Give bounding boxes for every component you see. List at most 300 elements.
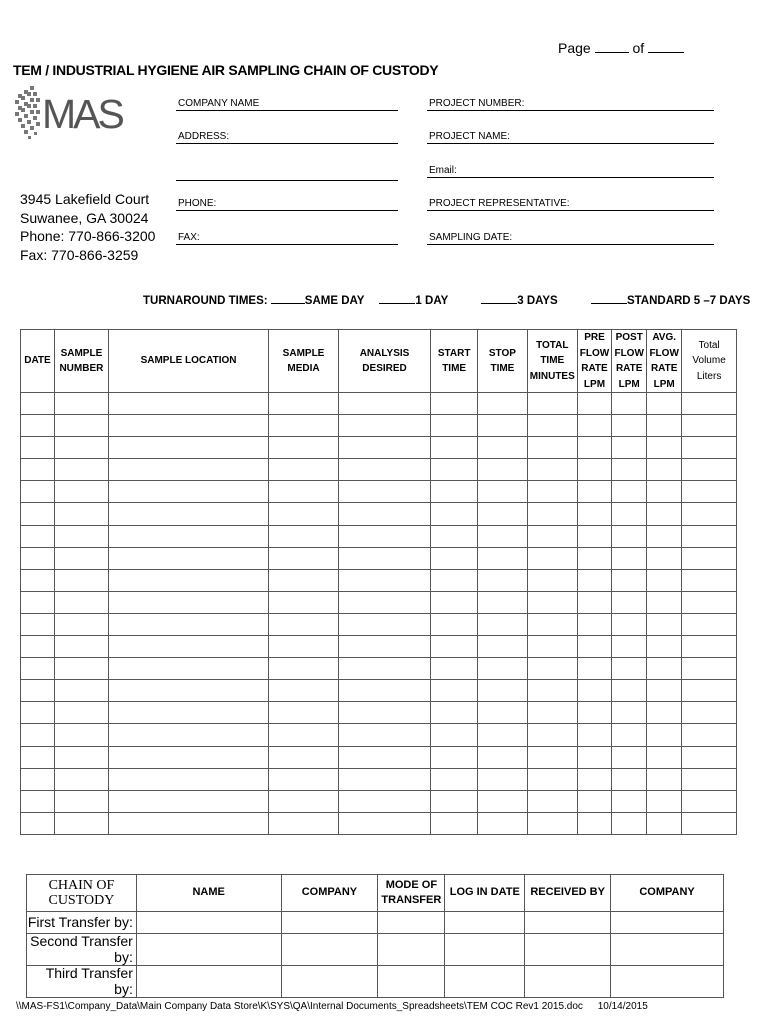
sample-cell[interactable] [647, 481, 682, 503]
sample-cell[interactable] [338, 569, 430, 591]
sample-cell[interactable] [431, 702, 478, 724]
sample-cell[interactable] [647, 746, 682, 768]
sample-cell[interactable] [108, 415, 268, 437]
coc-cell[interactable] [281, 966, 378, 998]
sample-cell[interactable] [612, 724, 647, 746]
sample-cell[interactable] [612, 680, 647, 702]
sample-cell[interactable] [478, 569, 528, 591]
sample-cell[interactable] [54, 746, 108, 768]
sample-cell[interactable] [682, 746, 737, 768]
sample-cell[interactable] [108, 569, 268, 591]
sample-cell[interactable] [682, 812, 737, 834]
sample-row [21, 746, 737, 768]
sample-cell[interactable] [577, 724, 611, 746]
sample-cell[interactable] [647, 812, 682, 834]
phone-field[interactable] [176, 198, 398, 211]
page-number-blank[interactable] [595, 41, 629, 53]
sample-cell[interactable] [431, 459, 478, 481]
sample-cell[interactable] [478, 636, 528, 658]
sample-cell[interactable] [54, 812, 108, 834]
project-representative-field[interactable] [427, 198, 714, 211]
sample-row [21, 415, 737, 437]
sample-cell[interactable] [431, 658, 478, 680]
sample-cell[interactable] [577, 437, 611, 459]
sample-cell[interactable] [647, 658, 682, 680]
sample-cell[interactable] [108, 746, 268, 768]
sample-cell[interactable] [54, 591, 108, 613]
sample-cell[interactable] [21, 415, 55, 437]
lab-fax: Fax: 770-866-3259 [20, 246, 139, 263]
sample-cell[interactable] [54, 525, 108, 547]
page-total-blank[interactable] [648, 41, 684, 53]
sample-cell[interactable] [108, 658, 268, 680]
sample-cell[interactable] [527, 503, 577, 525]
sample-cell[interactable] [21, 591, 55, 613]
transfer-label: First Transfer by: [27, 912, 137, 934]
sample-cell[interactable] [682, 481, 737, 503]
sample-cell[interactable] [577, 459, 611, 481]
sample-col-header: SAMPLE NUMBER [54, 330, 108, 393]
sample-cell[interactable] [478, 768, 528, 790]
sample-cell[interactable] [431, 680, 478, 702]
coc-cell[interactable] [525, 966, 611, 998]
sample-cell[interactable] [338, 790, 430, 812]
sample-cell[interactable] [647, 569, 682, 591]
sample-cell[interactable] [527, 393, 577, 415]
sample-cell[interactable] [647, 459, 682, 481]
sample-cell[interactable] [682, 636, 737, 658]
sample-cell[interactable] [527, 790, 577, 812]
footer [16, 1001, 648, 1012]
coc-cell[interactable] [136, 966, 281, 998]
sample-cell[interactable] [577, 481, 611, 503]
sample-cell[interactable] [269, 724, 339, 746]
sample-cell[interactable] [108, 547, 268, 569]
sample-cell[interactable] [682, 569, 737, 591]
sample-cell[interactable] [338, 591, 430, 613]
coc-cell[interactable] [611, 966, 724, 998]
sample-cell[interactable] [647, 724, 682, 746]
sample-cell[interactable] [527, 680, 577, 702]
sample-cell[interactable] [682, 503, 737, 525]
sample-cell[interactable] [682, 790, 737, 812]
sample-cell[interactable] [54, 459, 108, 481]
sample-cell[interactable] [478, 724, 528, 746]
sample-cell[interactable] [612, 658, 647, 680]
sample-cell[interactable] [431, 768, 478, 790]
standard-blank[interactable] [591, 292, 627, 304]
sample-cell[interactable] [647, 525, 682, 547]
sample-cell[interactable] [577, 746, 611, 768]
sample-cell[interactable] [431, 437, 478, 459]
project-name-field[interactable] [427, 131, 714, 144]
sample-cell[interactable] [612, 481, 647, 503]
sample-cell[interactable] [647, 790, 682, 812]
sample-cell[interactable] [647, 437, 682, 459]
sample-cell[interactable] [108, 702, 268, 724]
sample-cell[interactable] [21, 812, 55, 834]
sample-cell[interactable] [431, 481, 478, 503]
sample-cell[interactable] [338, 768, 430, 790]
sample-cell[interactable] [612, 591, 647, 613]
sample-cell[interactable] [269, 702, 339, 724]
address-line-2-field[interactable] [176, 168, 398, 181]
sample-cell[interactable] [647, 503, 682, 525]
sample-cell[interactable] [21, 636, 55, 658]
sample-cell[interactable] [478, 746, 528, 768]
sample-cell[interactable] [338, 702, 430, 724]
coc-cell[interactable] [378, 934, 445, 966]
sample-cell[interactable] [577, 393, 611, 415]
sample-cell[interactable] [527, 415, 577, 437]
form-title: TEM / INDUSTRIAL HYGIENE AIR SAMPLING CHAIN OF CUSTODY [13, 62, 439, 78]
one-day-blank[interactable] [379, 292, 415, 304]
sample-cell[interactable] [612, 415, 647, 437]
lab-city: Suwanee, GA 30024 [20, 209, 149, 226]
sample-cell[interactable] [577, 503, 611, 525]
sample-cell[interactable] [431, 636, 478, 658]
sample-cell[interactable] [577, 812, 611, 834]
sample-cell[interactable] [21, 437, 55, 459]
coc-cell[interactable] [378, 966, 445, 998]
sample-cell[interactable] [431, 415, 478, 437]
sample-cell[interactable] [21, 459, 55, 481]
coc-table-header [27, 875, 724, 912]
sample-cell[interactable] [269, 393, 339, 415]
sample-cell[interactable] [338, 812, 430, 834]
sample-cell[interactable] [527, 812, 577, 834]
sample-cell[interactable] [647, 680, 682, 702]
sample-cell[interactable] [108, 437, 268, 459]
sample-cell[interactable] [577, 547, 611, 569]
sample-cell[interactable] [682, 658, 737, 680]
sample-col-header: STOP TIME [478, 330, 528, 393]
sample-cell[interactable] [682, 613, 737, 635]
sample-col-header: ANALYSIS DESIRED [338, 330, 430, 393]
sample-cell[interactable] [612, 437, 647, 459]
sample-cell[interactable] [612, 812, 647, 834]
sample-cell[interactable] [612, 459, 647, 481]
sample-cell[interactable] [431, 724, 478, 746]
sample-table [20, 329, 737, 835]
coc-cell[interactable] [445, 934, 525, 966]
sample-cell[interactable] [647, 415, 682, 437]
sample-cell[interactable] [338, 680, 430, 702]
sample-cell[interactable] [527, 724, 577, 746]
sample-cell[interactable] [54, 724, 108, 746]
footer-date: 10/14/2015 [597, 1001, 648, 1012]
sample-cell[interactable] [527, 591, 577, 613]
sample-cell[interactable] [527, 702, 577, 724]
three-days-blank[interactable] [481, 292, 517, 304]
sample-cell[interactable] [478, 459, 528, 481]
footer-path: \\MAS-FS1\Company_Data\Main Company Data Store\K\SYS\QA\Internal Documents_Spreadsheets\TEM COC Rev1 2015.doc [16, 1001, 583, 1012]
sample-cell[interactable] [269, 547, 339, 569]
sample-cell[interactable] [269, 569, 339, 591]
sample-cell[interactable] [108, 636, 268, 658]
coc-cell[interactable] [281, 934, 378, 966]
sample-cell[interactable] [478, 415, 528, 437]
sample-cell[interactable] [108, 459, 268, 481]
sample-cell[interactable] [431, 525, 478, 547]
sample-cell[interactable] [577, 790, 611, 812]
lab-address [20, 190, 155, 264]
sample-cell[interactable] [431, 613, 478, 635]
sample-cell[interactable] [269, 613, 339, 635]
sample-cell[interactable] [54, 547, 108, 569]
sample-cell[interactable] [21, 481, 55, 503]
sample-cell[interactable] [54, 636, 108, 658]
sample-cell[interactable] [478, 658, 528, 680]
sample-cell[interactable] [269, 437, 339, 459]
sample-cell[interactable] [612, 790, 647, 812]
sample-row [21, 768, 737, 790]
sample-cell[interactable] [338, 481, 430, 503]
sample-cell[interactable] [338, 437, 430, 459]
sample-cell[interactable] [108, 613, 268, 635]
sample-cell[interactable] [577, 525, 611, 547]
logo-text: MAS [42, 91, 122, 137]
sample-cell[interactable] [21, 658, 55, 680]
sample-cell[interactable] [108, 393, 268, 415]
project-number-field[interactable] [427, 98, 714, 111]
sample-cell[interactable] [478, 812, 528, 834]
sample-cell[interactable] [682, 459, 737, 481]
sample-cell[interactable] [682, 547, 737, 569]
sample-cell[interactable] [54, 481, 108, 503]
sample-cell[interactable] [108, 525, 268, 547]
sample-cell[interactable] [478, 481, 528, 503]
sample-cell[interactable] [682, 768, 737, 790]
sample-cell[interactable] [527, 525, 577, 547]
address-field[interactable] [176, 131, 398, 144]
sample-cell[interactable] [338, 459, 430, 481]
sample-cell[interactable] [269, 503, 339, 525]
sample-cell[interactable] [682, 393, 737, 415]
sample-cell[interactable] [682, 437, 737, 459]
sample-cell[interactable] [54, 680, 108, 702]
sample-cell[interactable] [338, 503, 430, 525]
sample-cell[interactable] [431, 812, 478, 834]
sample-cell[interactable] [612, 702, 647, 724]
sample-cell[interactable] [338, 525, 430, 547]
sample-col-header: Total Volume Liters [682, 330, 737, 393]
sample-cell[interactable] [682, 415, 737, 437]
email-field[interactable] [427, 165, 714, 178]
sample-cell[interactable] [647, 547, 682, 569]
sample-cell[interactable] [577, 591, 611, 613]
sample-cell[interactable] [269, 459, 339, 481]
sample-cell[interactable] [269, 415, 339, 437]
sample-cell[interactable] [682, 724, 737, 746]
sample-cell[interactable] [338, 415, 430, 437]
sample-cell[interactable] [54, 437, 108, 459]
sample-cell[interactable] [431, 790, 478, 812]
sample-row [21, 393, 737, 415]
sample-cell[interactable] [108, 680, 268, 702]
sample-cell[interactable] [108, 768, 268, 790]
lab-phone: Phone: 770-866-3200 [20, 228, 156, 244]
sample-cell[interactable] [108, 812, 268, 834]
sample-cell[interactable] [108, 503, 268, 525]
coc-col-header: RECEIVED BY [525, 875, 611, 912]
sample-cell[interactable] [682, 525, 737, 547]
sample-cell[interactable] [577, 702, 611, 724]
sample-cell[interactable] [338, 636, 430, 658]
transfer-label: Second Transfer by: [27, 934, 137, 966]
sample-cell[interactable] [338, 613, 430, 635]
company-name-field[interactable] [176, 98, 398, 111]
sample-cell[interactable] [478, 680, 528, 702]
sample-cell[interactable] [612, 569, 647, 591]
sample-cell[interactable] [612, 636, 647, 658]
sample-cell[interactable] [647, 393, 682, 415]
sample-cell[interactable] [431, 746, 478, 768]
sample-cell[interactable] [54, 415, 108, 437]
sample-cell[interactable] [269, 746, 339, 768]
project-name-label: PROJECT NAME: [429, 131, 510, 142]
coc-cell[interactable] [136, 912, 281, 934]
sample-cell[interactable] [682, 702, 737, 724]
sample-cell[interactable] [269, 525, 339, 547]
sample-cell[interactable] [54, 569, 108, 591]
sample-cell[interactable] [431, 503, 478, 525]
sample-cell[interactable] [54, 658, 108, 680]
sample-cell[interactable] [612, 768, 647, 790]
sample-cell[interactable] [577, 680, 611, 702]
sample-cell[interactable] [612, 613, 647, 635]
sample-cell[interactable] [54, 790, 108, 812]
sample-cell[interactable] [527, 569, 577, 591]
coc-cell[interactable] [611, 912, 724, 934]
sample-cell[interactable] [577, 415, 611, 437]
coc-cell[interactable] [445, 912, 525, 934]
sample-cell[interactable] [269, 768, 339, 790]
sample-cell[interactable] [269, 591, 339, 613]
sample-cell[interactable] [527, 547, 577, 569]
sample-cell[interactable] [21, 393, 55, 415]
sample-cell[interactable] [612, 503, 647, 525]
coc-cell[interactable] [445, 966, 525, 998]
sample-cell[interactable] [21, 768, 55, 790]
sample-cell[interactable] [527, 613, 577, 635]
sample-cell[interactable] [338, 658, 430, 680]
sample-cell[interactable] [527, 636, 577, 658]
sample-cell[interactable] [478, 547, 528, 569]
sample-cell[interactable] [269, 790, 339, 812]
sample-cell[interactable] [431, 393, 478, 415]
sample-cell[interactable] [21, 702, 55, 724]
sample-cell[interactable] [54, 768, 108, 790]
sample-cell[interactable] [527, 481, 577, 503]
coc-cell[interactable] [611, 934, 724, 966]
sample-cell[interactable] [21, 680, 55, 702]
coc-cell[interactable] [136, 934, 281, 966]
sample-cell[interactable] [647, 636, 682, 658]
sample-cell[interactable] [478, 525, 528, 547]
sample-cell[interactable] [682, 680, 737, 702]
coc-cell[interactable] [525, 934, 611, 966]
sample-cell[interactable] [612, 393, 647, 415]
sample-cell[interactable] [577, 636, 611, 658]
coc-col-header: COMPANY [281, 875, 378, 912]
sample-cell[interactable] [269, 636, 339, 658]
fax-field[interactable] [176, 232, 398, 245]
sample-cell[interactable] [478, 503, 528, 525]
sample-cell[interactable] [338, 393, 430, 415]
sample-cell[interactable] [647, 613, 682, 635]
sample-cell[interactable] [21, 724, 55, 746]
same-day-label: SAME DAY [304, 295, 365, 307]
sample-cell[interactable] [21, 613, 55, 635]
same-day-blank[interactable] [271, 292, 305, 304]
sample-cell[interactable] [647, 768, 682, 790]
coc-cell[interactable] [525, 912, 611, 934]
sample-cell[interactable] [612, 746, 647, 768]
sample-cell[interactable] [647, 591, 682, 613]
sample-cell[interactable] [269, 481, 339, 503]
sample-cell[interactable] [478, 437, 528, 459]
sample-cell[interactable] [527, 459, 577, 481]
sample-cell[interactable] [338, 724, 430, 746]
sample-cell[interactable] [527, 437, 577, 459]
sample-cell[interactable] [478, 702, 528, 724]
coc-cell[interactable] [378, 912, 445, 934]
sample-cell[interactable] [647, 702, 682, 724]
sample-cell[interactable] [21, 525, 55, 547]
sample-cell[interactable] [431, 547, 478, 569]
sample-cell[interactable] [21, 746, 55, 768]
sample-cell[interactable] [108, 724, 268, 746]
sample-cell[interactable] [269, 658, 339, 680]
sample-cell[interactable] [54, 393, 108, 415]
coc-cell[interactable] [281, 912, 378, 934]
sample-cell[interactable] [527, 768, 577, 790]
sample-cell[interactable] [108, 481, 268, 503]
sample-cell[interactable] [108, 591, 268, 613]
sample-cell[interactable] [338, 746, 430, 768]
sample-cell[interactable] [21, 503, 55, 525]
sample-cell[interactable] [527, 746, 577, 768]
sample-cell[interactable] [54, 613, 108, 635]
sampling-date-field[interactable] [427, 232, 714, 245]
sample-cell[interactable] [21, 790, 55, 812]
sample-cell[interactable] [612, 547, 647, 569]
sample-cell[interactable] [21, 569, 55, 591]
sample-cell[interactable] [478, 613, 528, 635]
sample-cell[interactable] [54, 503, 108, 525]
sample-cell[interactable] [527, 658, 577, 680]
sample-cell[interactable] [21, 547, 55, 569]
sample-cell[interactable] [577, 613, 611, 635]
sample-cell[interactable] [108, 790, 268, 812]
sample-cell[interactable] [612, 525, 647, 547]
sample-cell[interactable] [54, 702, 108, 724]
sample-cell[interactable] [269, 812, 339, 834]
sample-cell[interactable] [269, 680, 339, 702]
sample-cell[interactable] [478, 790, 528, 812]
sample-cell[interactable] [577, 768, 611, 790]
sample-cell[interactable] [478, 591, 528, 613]
sample-col-header: DATE [21, 330, 55, 393]
sample-cell[interactable] [431, 591, 478, 613]
sample-cell[interactable] [577, 569, 611, 591]
sample-cell[interactable] [478, 393, 528, 415]
sample-cell[interactable] [682, 591, 737, 613]
sample-cell[interactable] [577, 658, 611, 680]
sample-cell[interactable] [338, 547, 430, 569]
sample-cell[interactable] [431, 569, 478, 591]
